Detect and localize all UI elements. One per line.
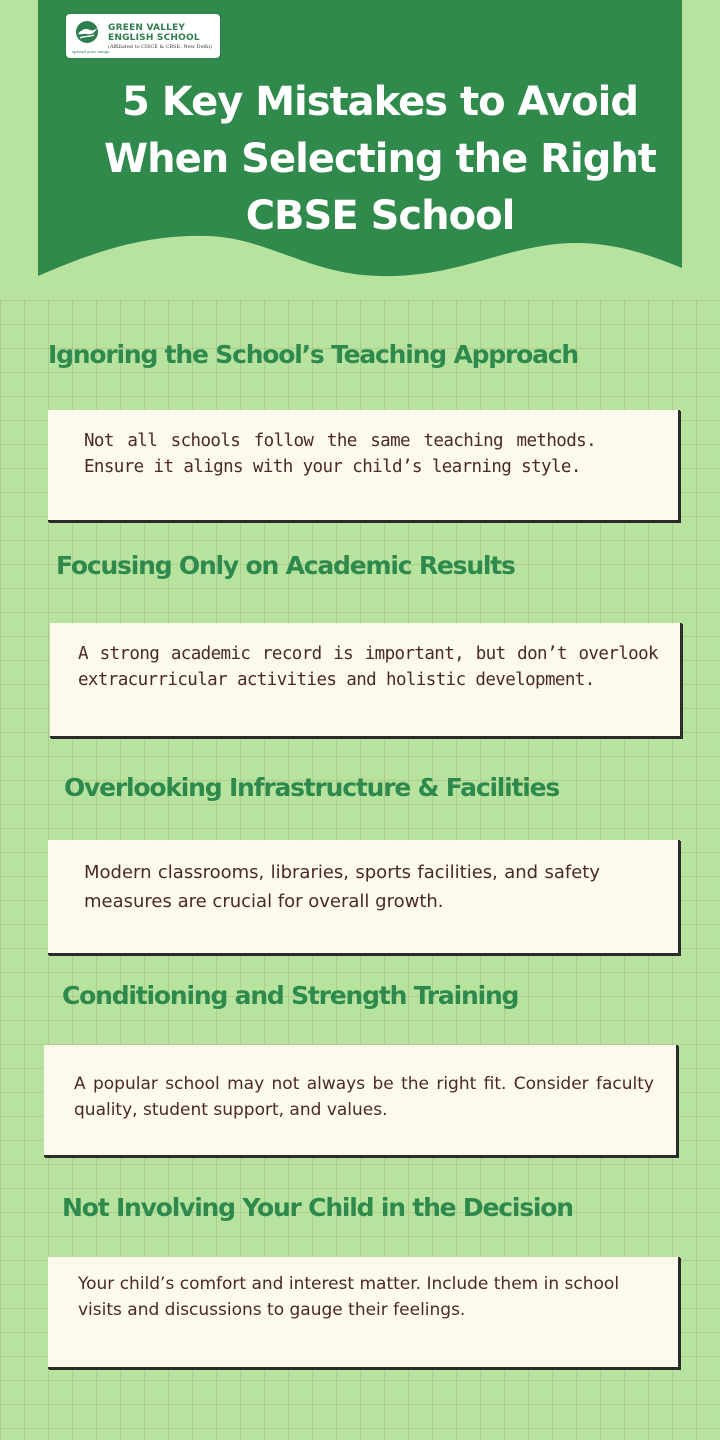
section-body-conditioning: A popular school may not always be the right fit. Consider faculty quality, student support, and values. bbox=[74, 1074, 654, 1120]
logo-tagline: spread your wings bbox=[72, 49, 110, 54]
section-card-academic-results bbox=[50, 623, 682, 738]
section-card-infrastructure bbox=[48, 840, 680, 955]
logo-name-line1: GREEN VALLEY bbox=[108, 22, 186, 33]
section-body-academic-results: A strong academic record is important, but don’t overlook extracurricular activities and holistic development. bbox=[78, 644, 658, 690]
section-heading-teaching-approach: Ignoring the School’s Teaching Approach bbox=[48, 340, 578, 369]
section-heading-academic-results: Focusing Only on Academic Results bbox=[56, 551, 515, 580]
section-body-involving-child: Your child’s comfort and interest matter. Include them in school visits and discussions to gauge their feelings. bbox=[78, 1274, 620, 1320]
logo-text bbox=[108, 23, 212, 50]
section-heading-infrastructure: Overlooking Infrastructure & Facilities bbox=[64, 773, 560, 802]
section-card-teaching-approach bbox=[48, 410, 680, 522]
logo-affiliation: (Affiliated to CISCE & CBSE: New Delhi) bbox=[108, 43, 212, 50]
school-logo[interactable] bbox=[66, 14, 220, 58]
page-title: 5 Key Mistakes to Avoid When Selecting the Right CBSE School bbox=[104, 79, 656, 239]
section-heading-conditioning: Conditioning and Strength Training bbox=[62, 981, 519, 1010]
section-heading-involving-child: Not Involving Your Child in the Decision bbox=[62, 1193, 573, 1222]
section-card-involving-child bbox=[48, 1257, 680, 1369]
logo-name-line2: ENGLISH SCHOOL bbox=[108, 32, 200, 43]
school-emblem-icon bbox=[72, 19, 110, 54]
section-body-teaching-approach: Not all schools follow the same teaching methods. Ensure it aligns with your child’s learning style. bbox=[84, 431, 596, 477]
section-card-conditioning bbox=[44, 1045, 678, 1157]
section-body-infrastructure: Modern classrooms, libraries, sports facilities, and safety measures are crucial for overall growth. bbox=[84, 862, 600, 912]
